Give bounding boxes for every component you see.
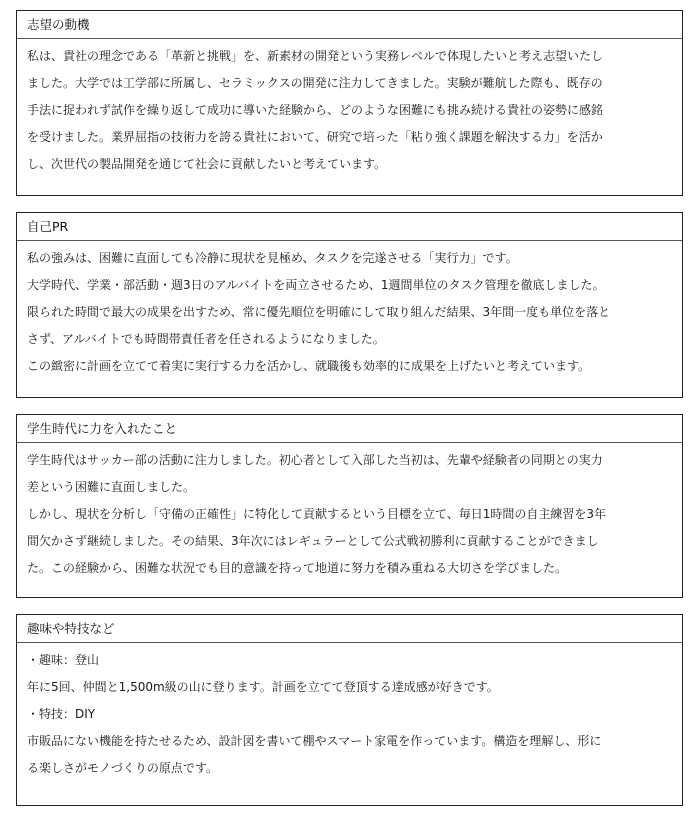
section-self-pr bbox=[16, 212, 683, 398]
section-student-life bbox=[16, 414, 683, 598]
section-body bbox=[17, 39, 682, 178]
section-body bbox=[17, 643, 682, 782]
section-title: 志望の動機 bbox=[17, 11, 682, 39]
body-line: 限られた時間で最大の成果を出すため、常に優先順位を明確にして取り組んだ結果、3年間一度も単位を落と bbox=[27, 305, 611, 319]
body-line: を受けました。業界屈指の技術力を誇る貴社において、研究で培った「粘り強く課題を解決する力」を活か bbox=[27, 130, 603, 144]
body-line: 私は、貴社の理念である「革新と挑戦」を、新素材の開発という実務レベルで体現したいと考え志望いたし bbox=[27, 49, 604, 63]
body-line: 差という困難に直面しました。 bbox=[27, 480, 196, 494]
body-line: さず、アルバイトでも時間帯責任者を任されるようになりました。 bbox=[27, 332, 385, 346]
body-line: この緻密に計画を立てて着実に実行する力を活かし、就職後も効率的に成果を上げたいと考えています。 bbox=[27, 359, 591, 373]
body-line: 大学時代、学業・部活動・週3日のアルバイトを両立させるため、1週間単位のタスク管理を徹底しました。 bbox=[27, 278, 605, 292]
section-motivation bbox=[16, 10, 683, 196]
section-body bbox=[17, 443, 682, 582]
section-title: 自己PR bbox=[17, 213, 682, 241]
body-line: 市販品にない機能を持たせるため、設計図を書いて棚やスマート家電を作っています。構造を理解し、形に bbox=[27, 734, 602, 748]
body-line: ・特技：DIY bbox=[27, 707, 96, 721]
body-line: 年に5回、仲間と1,500m級の山に登ります。計画を立てて登頂する達成感が好きです。 bbox=[27, 680, 499, 694]
body-line: しかし、現状を分析し「守備の正確性」に特化して貢献するという目標を立て、毎日1時間の自主練習を3年 bbox=[27, 507, 607, 521]
section-hobbies-skills bbox=[16, 614, 683, 806]
body-line: し、次世代の製品開発を通じて社会に貢献したいと考えています。 bbox=[27, 157, 387, 171]
section-title: 学生時代に力を入れたこと bbox=[17, 415, 682, 443]
body-line: る楽しさがモノづくりの原点です。 bbox=[27, 761, 218, 775]
body-line: 間欠かさず継続しました。その結果、3年次にはレギュラーとして公式戦初勝利に貢献することができまし bbox=[27, 534, 599, 548]
body-line: 手法に捉われず試作を繰り返して成功に導いた経験から、どのような困難にも挑み続ける貴社の姿勢に感銘 bbox=[27, 103, 604, 117]
section-title: 趣味や特技など bbox=[17, 615, 682, 643]
body-line: ました。大学では工学部に所属し、セラミックスの開発に注力してきました。実験が難航した際も、既存の bbox=[27, 76, 603, 90]
body-line: 学生時代はサッカー部の活動に注力しました。初心者として入部した当初は、先輩や経験者の同期との実力 bbox=[27, 453, 603, 467]
body-line: た。この経験から、困難な状況でも目的意識を持って地道に努力を積み重ねる大切さを学びました。 bbox=[27, 561, 568, 575]
section-body bbox=[17, 241, 682, 380]
body-line: ・趣味：登山 bbox=[27, 653, 100, 667]
body-line: 私の強みは、困難に直面しても冷静に現状を見極め、タスクを完遂させる「実行力」です。 bbox=[27, 251, 518, 265]
